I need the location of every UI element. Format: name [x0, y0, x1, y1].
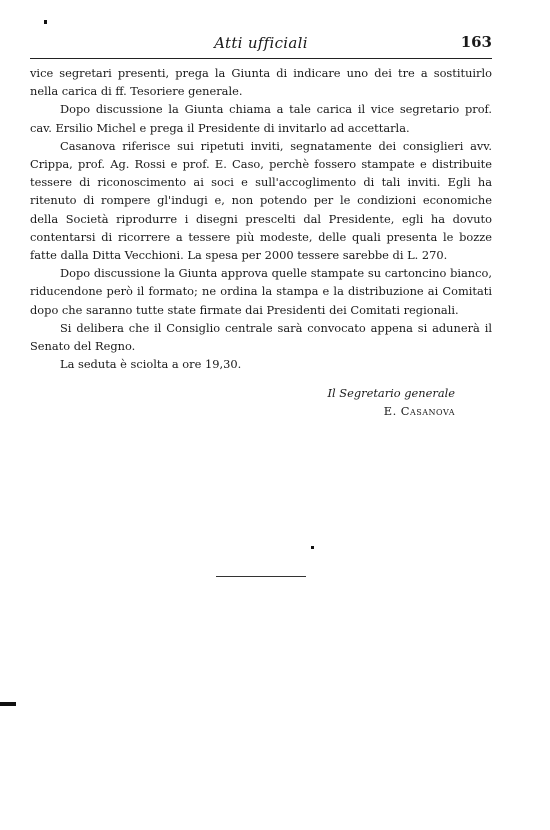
footer-rule [216, 576, 306, 577]
paragraph-council-convocation: Si delibera che il Consiglio centrale sarà convocato appena si adunerà il Senato del Regno. [30, 320, 492, 354]
paragraph-approval: Dopo discussione la Giunta approva quelle stampate su cartoncino bianco, riducendone però il formato; ne ordina la stampa e la distribuzione ai Comitati dopo che saranno tutte state firmate dai Presidenti dei Comitati regionali. [30, 266, 492, 317]
paragraph-session-closed: La seduta è sciolta a ore 19,30. [60, 357, 242, 372]
scan-speck [0, 702, 16, 706]
signature-block [328, 384, 455, 420]
scan-speck [311, 546, 314, 549]
header-rule [30, 58, 492, 59]
paragraph-membership-cards: Casanova riferisce sui ripetuti inviti, segnatamente dei consiglieri avv. Crippa, prof. Ag. Rossi e prof. E. Caso, perchè fossero stampate e distribuite tessere di riconoscimento ai soci e sull'accoglimento di tali inviti. Egli ha ritenuto di rompere gl'indugi e, non potendo per le condizioni economiche della Società riprodurre i disegni prescelti dal Presidente, egli ha dovuto contentarsi di ricorrere a tessere più modeste, delle quali presenta le bozze fatte dalla Ditta Vecchioni. La spesa per 2000 tessere sarebbe di L. 270. [30, 138, 492, 263]
paragraph-continuation: vice segretari presenti, prega la Giunta di indicare uno dei tre a sostituirlo nella carica di ff. Tesoriere generale. [30, 66, 492, 99]
scan-speck [44, 20, 47, 24]
paragraph-treasurer-appointment: Dopo discussione la Giunta chiama a tale carica il vice segretario prof. cav. Ersilio Michel e prega il Presidente di invitarlo ad accettarla. [30, 102, 492, 135]
body-text [30, 64, 492, 373]
signature-name: E. Casanova [383, 404, 455, 418]
signature-role: Il Segretario generale [327, 386, 455, 400]
page-number: 163 [460, 33, 492, 51]
running-title: Atti ufficiali [214, 34, 308, 52]
page-header [30, 30, 492, 56]
